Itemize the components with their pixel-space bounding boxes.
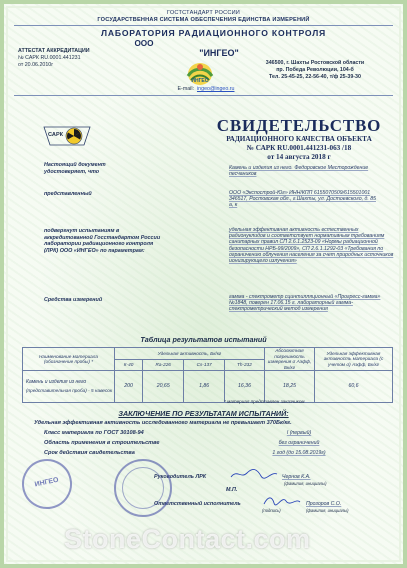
results-table: [22, 347, 393, 403]
certificate-date: от 14 августа 2018 г: [267, 153, 331, 161]
head-label: Руководитель ЛРК: [154, 474, 207, 480]
head-signature: [229, 467, 279, 481]
head-fio-hint: (фамилия, инициалы): [284, 481, 327, 486]
nuclide-header: Ra-226: [143, 359, 184, 371]
results-title: Таблица результатов испытаний: [140, 335, 267, 344]
exec-signature: [262, 493, 302, 507]
header-line-1: ГОСТСТАНДАРТ РОССИИ: [166, 10, 241, 16]
email-label: E-mail:: [177, 86, 194, 92]
eff-cell: 60,6: [315, 371, 393, 403]
presented-label: представленный: [44, 191, 92, 197]
row-name: Камень и изделия из него: [26, 378, 87, 385]
round-stamp-center: [114, 459, 172, 517]
row-note: (представительная проба) - 5 навесок: [26, 388, 113, 394]
attestat-date: от 20.06.2010г: [18, 62, 54, 68]
conclusion-title: ЗАКЛЮЧЕНИЕ ПО РЕЗУЛЬТАТАМ ИСПЫТАНИЙ:: [118, 409, 289, 418]
col-group-header: Удельная активность, Бк/кг: [115, 348, 265, 360]
value-cell: 1,86: [184, 371, 225, 403]
lab-phones: Тел. 25-45-25, 22-56-40, т/ф 25-39-30: [269, 74, 361, 80]
presented-value: ООО «Экспострой-Юг» ИНН/КПП 6155070509/615501001 346517, Ростовская обл., г.Шахты, ул. Достоевского, д. 85 а, к: [229, 190, 376, 209]
nuclide-header: К-40: [115, 359, 143, 371]
scope-value: без ограничений: [278, 440, 320, 446]
validity-value: 1 год (до 15.08.2019г): [272, 450, 326, 456]
value-cell: 16,36: [224, 371, 264, 403]
ingeo-logo: [180, 58, 220, 88]
head-name: Чернов К.А.: [282, 474, 311, 480]
row-name-cell: [23, 371, 115, 403]
lab-address-2: пр. Победа Революции, 104-б: [276, 67, 354, 73]
means-label: Средства измерений: [44, 297, 103, 303]
round-stamp-left: [17, 454, 76, 513]
table-row: [23, 371, 393, 403]
header-rule: [14, 25, 393, 26]
class-label: Класс материала по ГОСТ 30108-94: [44, 430, 144, 436]
exec-name: Прозоров С.О.: [306, 501, 342, 507]
exec-sign-hint: (подпись): [262, 508, 281, 513]
col-eff-header: Удельная эффективная активность материала (с учетом σ) Aэфф, Бк/кг: [315, 348, 393, 371]
lab-title: ЛАБОРАТОРИЯ РАДИАЦИОННОГО КОНТРОЛЯ: [101, 28, 326, 38]
logo-text: ИНГЕО: [191, 78, 209, 84]
lab-address-1: 346500, г. Шахты Ростовской области: [265, 60, 365, 66]
stamp-inner-ring: [122, 467, 164, 509]
email-link[interactable]: ingeo@ingeo.ru: [197, 86, 235, 92]
emblem-text: САРК: [48, 132, 64, 138]
class-value: I (первый): [286, 430, 312, 436]
table-header-row: [23, 348, 393, 360]
attestat-title: АТТЕСТАТ АККРЕДИТАЦИИ: [18, 48, 90, 54]
value-cell: 200: [115, 371, 143, 403]
validity-label: Срок действия свидетельства: [44, 450, 135, 456]
doc-label: Настоящий документ удостоверяет, что: [44, 162, 106, 175]
exec-label: Ответственный исполнитель: [154, 501, 241, 507]
radiation-emblem: [42, 119, 92, 152]
value-cell: 20,65: [143, 371, 184, 403]
nuclide-header: Cs-137: [184, 359, 225, 371]
nuclide-header: Th-232: [224, 359, 264, 371]
scope-label: Область применения в строительстве: [44, 440, 160, 446]
col-name-header: Наименование материала (обозначение пробы) *: [23, 348, 115, 371]
conclusion-line-1: Удельная эффективная активность исследованного материала не превышает 370Бк/кг.: [34, 420, 292, 426]
watermark: StoneContact.com: [64, 524, 311, 554]
header-rule-2: [14, 95, 393, 96]
certificate-subtitle: РАДИАЦИОННОГО КАЧЕСТВА ОБЪЕКТА: [226, 135, 372, 143]
lab-org-name: "ИНГЕО": [199, 48, 239, 58]
results-footnote: * материал представлен заказчиком: [224, 399, 305, 404]
stamp-left-text: ИНГЕО: [34, 476, 60, 489]
header-line-2: ГОСУДАРСТВЕННАЯ СИСТЕМА ОБЕСПЕЧЕНИЯ ЕДИНСТВА ИЗМЕРЕНИЙ: [97, 17, 310, 23]
lab-org-form: ООО: [134, 39, 154, 48]
tested-label: подвергнут испытаниям в аккредитованной Госстандартом России лаборатории радиационного контроля (ЛРК) ООО «ИНГЕО» по параметрам:: [44, 228, 161, 254]
col-abs-header: Абсолютная погрешность измерения σ Aэфф, Бк/кг: [265, 348, 315, 371]
means-value: гамма - спектрометр сцинтилляционный «Прогресс-гамма» №1848, поверен 17.06.15 г. лабораторный гамма-спектрометрический метод измерения: [229, 294, 381, 313]
abs-cell: 18,25: [265, 371, 315, 403]
tested-value: удельная эффективная активность естественных радионуклидов и соответствует нормативным требованиям санитарных правил СП 2.6.1.2523-09 «Нормы радиационной безопасности НРБ-99/2009», СП 2.6.1.1292-03 «Требования по ограничению облучения населения за счет природных источников ионизирующего излучения»: [229, 227, 394, 265]
certificate-number: № САРК RU.0001.441231-063 /18: [246, 144, 352, 152]
doc-value: Камень и изделия из него. Федоровское Месторождение песчаников: [229, 165, 369, 178]
attestat-number: № САРК RU.0001.441231: [18, 55, 81, 61]
exec-fio-hint: (фамилия, инициалы): [306, 508, 349, 513]
mp-label: М.П.: [226, 487, 238, 493]
certificate-title: СВИДЕТЕЛЬСТВО: [216, 116, 382, 135]
